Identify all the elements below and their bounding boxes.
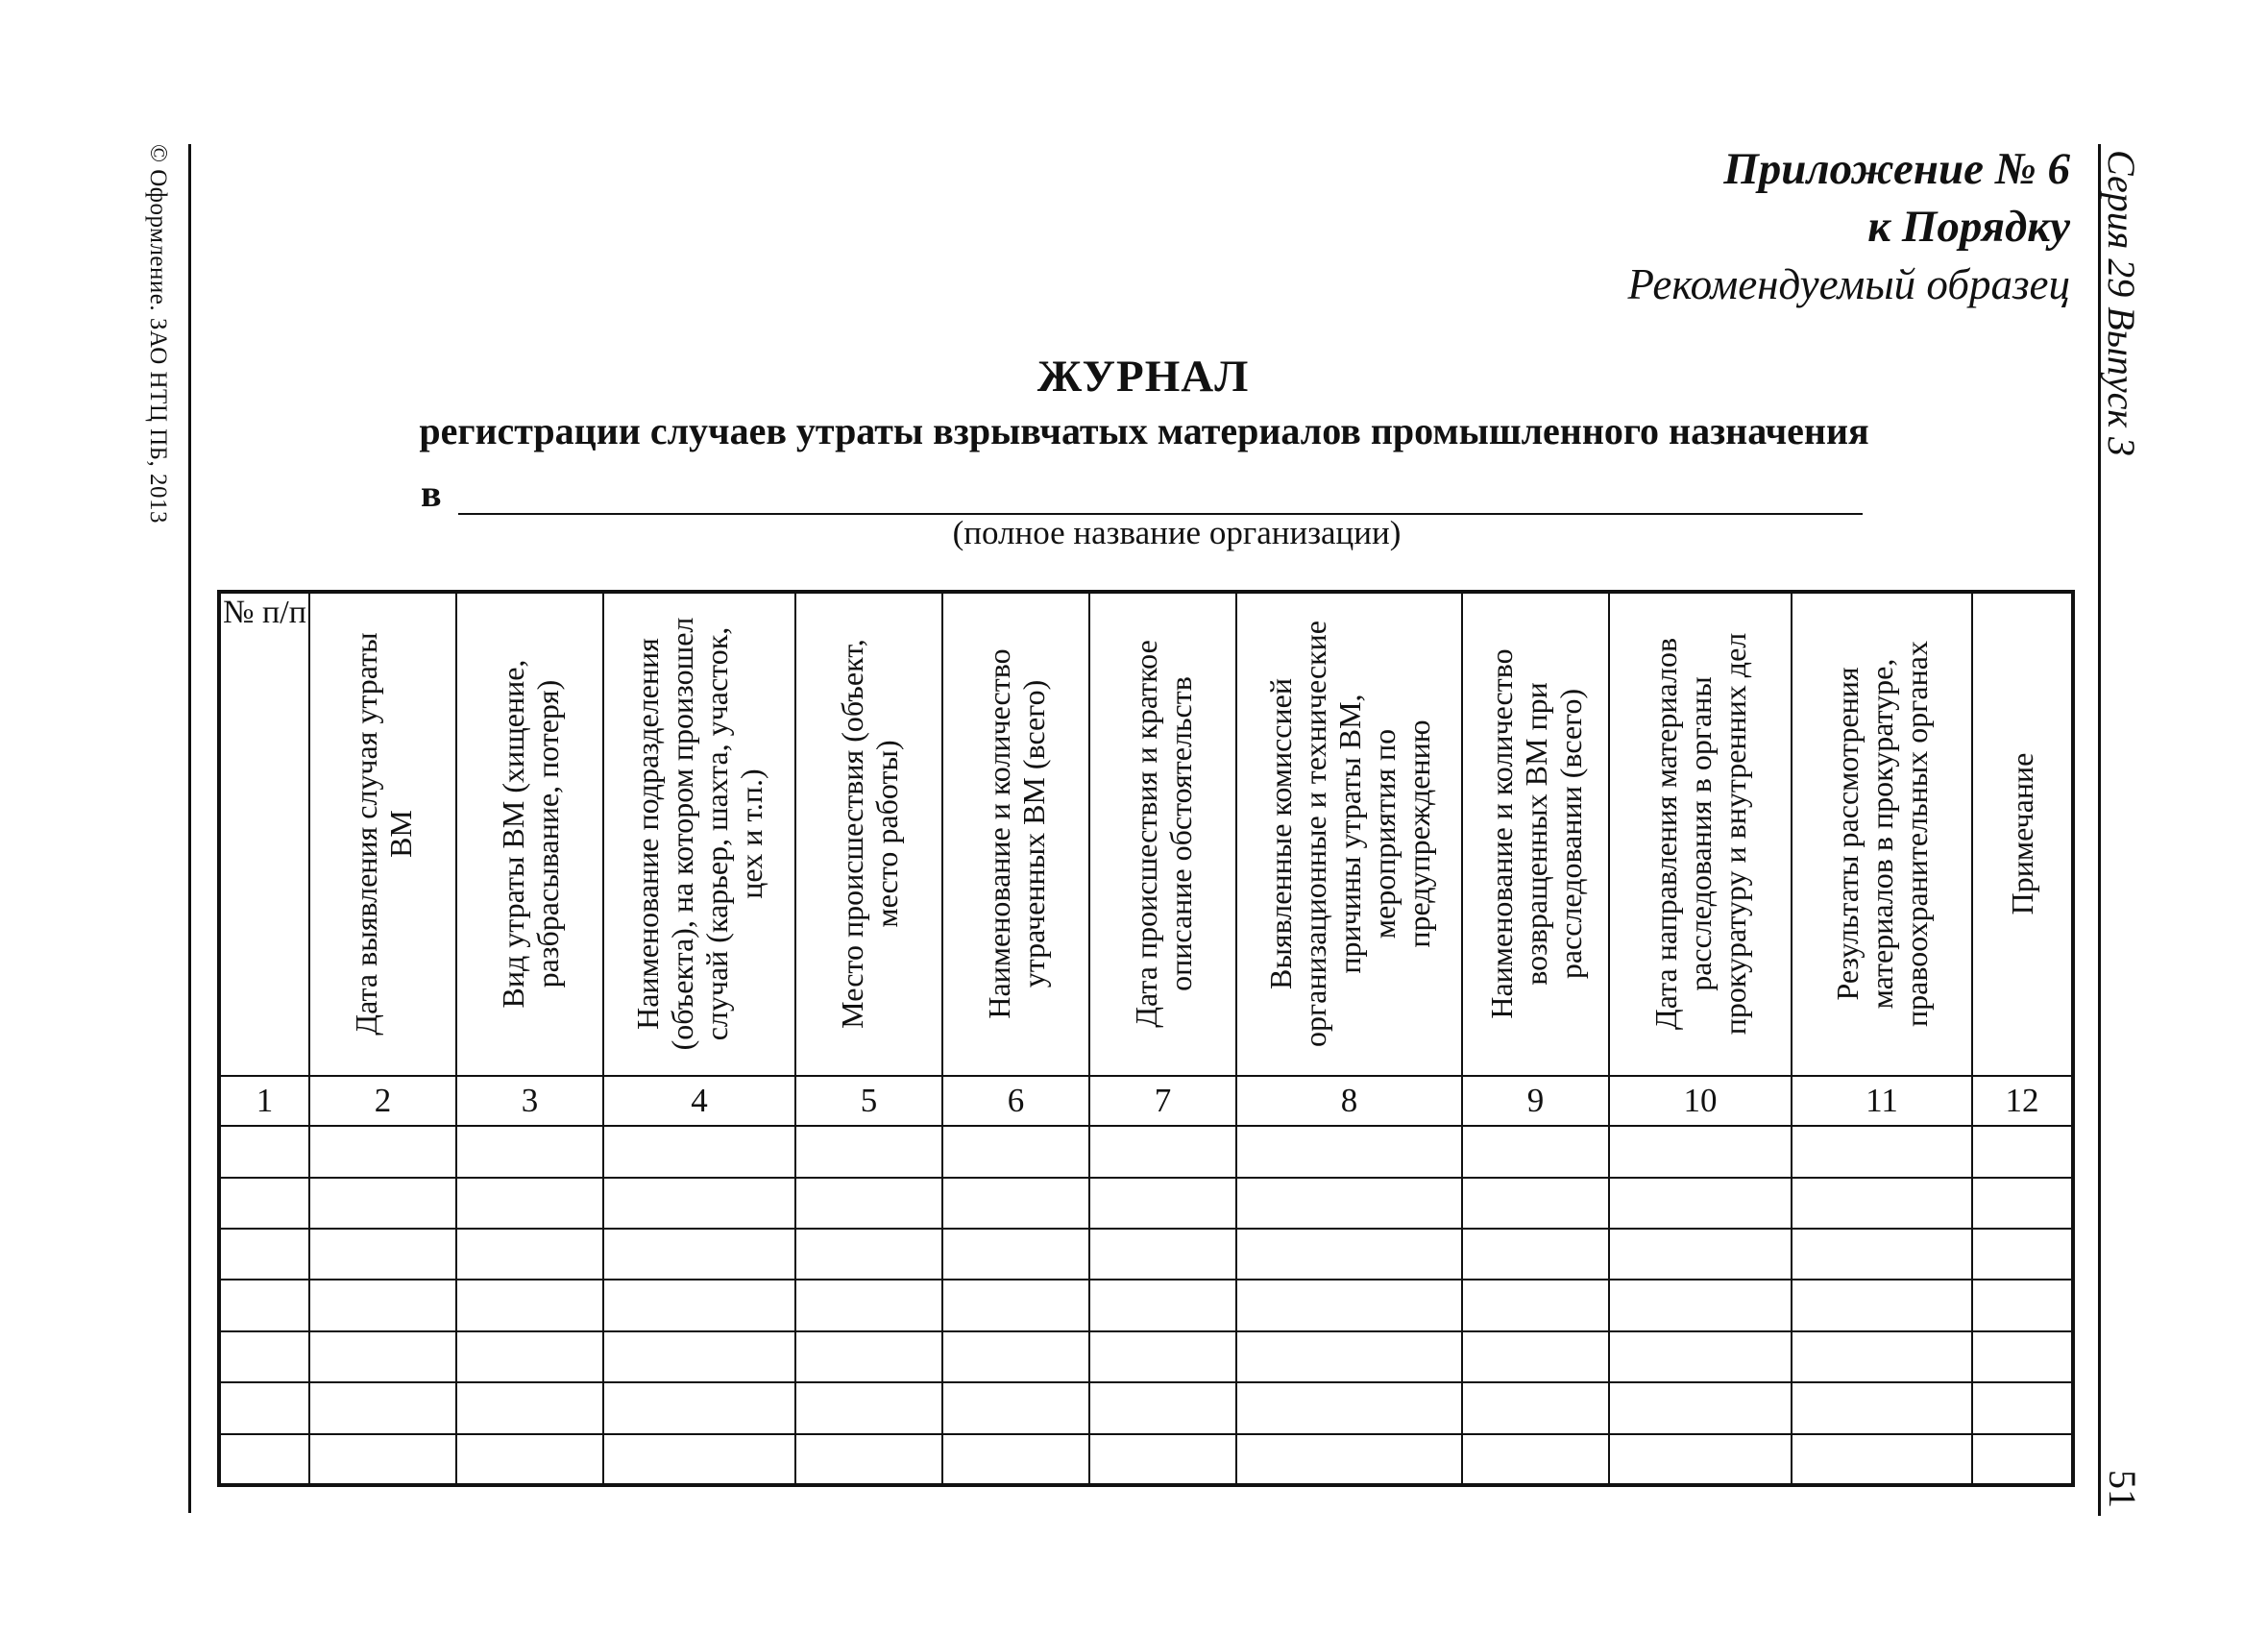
header-label: Результаты рассмотрения материалов в прокуратуре, правоохранительных органах (1830, 641, 1934, 1028)
table-cell (795, 1126, 942, 1177)
table-cell (1792, 1126, 1972, 1177)
table-row (219, 1331, 2073, 1382)
column-number: 6 (942, 1076, 1089, 1126)
table-cell (1236, 1126, 1462, 1177)
table-header-row (219, 592, 2073, 1076)
table-cell (942, 1331, 1089, 1382)
table-cell (1462, 1382, 1609, 1433)
header-cell: № п/п (219, 592, 309, 1076)
table-cell (1089, 1382, 1236, 1433)
table-cell (219, 1178, 309, 1229)
org-prefix: в (421, 472, 442, 515)
table-cell (309, 1382, 456, 1433)
table-cell (1236, 1331, 1462, 1382)
column-number: 3 (456, 1076, 603, 1126)
table-cell (456, 1280, 603, 1330)
table-cell (1462, 1126, 1609, 1177)
header-label: Вид утраты ВМ (хищение, разбрасывание, потеря) (495, 659, 565, 1009)
table-cell (1462, 1434, 1609, 1485)
column-number: 9 (1462, 1076, 1609, 1126)
header-cell (309, 592, 456, 1076)
table-cell (1236, 1229, 1462, 1280)
column-number: 1 (219, 1076, 309, 1126)
table-cell (1089, 1280, 1236, 1330)
table-cell (603, 1229, 795, 1280)
table-cell (1609, 1331, 1792, 1382)
table-cell (309, 1331, 456, 1382)
copyright-notice: © Оформление. ЗАО НТЦ ПБ, 2013 (145, 144, 171, 524)
table-cell (1089, 1178, 1236, 1229)
table-cell (1972, 1280, 2073, 1330)
column-number: 10 (1609, 1076, 1792, 1126)
table-cell (795, 1280, 942, 1330)
header-cell (1236, 592, 1462, 1076)
table-cell (942, 1434, 1089, 1485)
table-cell (603, 1434, 795, 1485)
header-label: Дата направления материалов расследования в органы прокуратуру и внутренних дел (1648, 633, 1752, 1036)
header-label: Место происшествия (объект, место работы) (834, 639, 904, 1030)
header-cell (942, 592, 1089, 1076)
table-cell (603, 1178, 795, 1229)
table-cell (219, 1126, 309, 1177)
table-cell (1972, 1126, 2073, 1177)
table-cell (1972, 1229, 2073, 1280)
table-cell (1462, 1178, 1609, 1229)
table-cell (219, 1434, 309, 1485)
table-cell (942, 1178, 1089, 1229)
table-cell (309, 1229, 456, 1280)
table-cell (456, 1382, 603, 1433)
appendix-number: Приложение № 6 (1723, 144, 2070, 194)
document-subtitle: регистрации случаев утраты взрывчатых материалов промышленного назначения (419, 409, 1869, 452)
table-cell (1972, 1331, 2073, 1382)
table-cell (795, 1178, 942, 1229)
table-cell (1609, 1126, 1792, 1177)
table-cell (456, 1178, 603, 1229)
table-cell (1792, 1331, 1972, 1382)
table-cell (1609, 1229, 1792, 1280)
header-label: Примечание (2005, 753, 2039, 915)
table-cell (795, 1229, 942, 1280)
table-cell (1792, 1434, 1972, 1485)
table-cell (942, 1280, 1089, 1330)
appendix-sample-note: Рекомендуемый образец (1627, 260, 2070, 308)
header-cell (795, 592, 942, 1076)
document-title: ЖУРНАЛ (1036, 352, 1250, 402)
header-label: Дата выявления случая утраты ВМ (348, 632, 418, 1036)
header-label: Дата происшествия и краткое описание обстоятельств (1128, 640, 1198, 1029)
header-cell (603, 592, 795, 1076)
column-number: 8 (1236, 1076, 1462, 1126)
table-cell (1972, 1434, 2073, 1485)
column-number-row (219, 1076, 2073, 1126)
column-number: 12 (1972, 1076, 2073, 1126)
table-cell (309, 1178, 456, 1229)
table-cell (795, 1382, 942, 1433)
table-row (219, 1382, 2073, 1433)
header-label: Выявленные комиссией организационные и технические причины утраты ВМ, мероприятия по предупреждению (1262, 621, 1436, 1048)
org-name-hint: (полное название организации) (952, 514, 1402, 551)
table-cell (1236, 1178, 1462, 1229)
table-cell (219, 1331, 309, 1382)
table-cell (456, 1229, 603, 1280)
table-cell (795, 1434, 942, 1485)
table-cell (1089, 1229, 1236, 1280)
table-cell (1972, 1178, 2073, 1229)
column-number: 4 (603, 1076, 795, 1126)
table-cell (309, 1280, 456, 1330)
table-cell (456, 1331, 603, 1382)
header-cell (1609, 592, 1792, 1076)
table-cell (1089, 1331, 1236, 1382)
header-cell (1792, 592, 1972, 1076)
table-cell (603, 1126, 795, 1177)
table-row (219, 1434, 2073, 1485)
column-number: 2 (309, 1076, 456, 1126)
table-cell (456, 1126, 603, 1177)
table-cell (309, 1126, 456, 1177)
table-cell (1792, 1280, 1972, 1330)
table-row (219, 1178, 2073, 1229)
header-cell (1972, 592, 2073, 1076)
table-cell (1236, 1280, 1462, 1330)
table-cell (795, 1331, 942, 1382)
table-cell (1792, 1382, 1972, 1433)
table-cell (219, 1229, 309, 1280)
table-cell (1792, 1229, 1972, 1280)
left-margin-rule (188, 144, 191, 1513)
table-cell (603, 1382, 795, 1433)
header-cell (1462, 592, 1609, 1076)
table-cell (219, 1382, 309, 1433)
column-number: 7 (1089, 1076, 1236, 1126)
table-cell (1236, 1434, 1462, 1485)
table-cell (603, 1331, 795, 1382)
table-cell (1609, 1382, 1792, 1433)
table-cell (1462, 1280, 1609, 1330)
journal-table (217, 590, 2075, 1487)
header-cell (456, 592, 603, 1076)
appendix-reference: к Порядку (1867, 202, 2070, 252)
table-cell (1609, 1178, 1792, 1229)
table-cell (1236, 1382, 1462, 1433)
table-cell (942, 1382, 1089, 1433)
table-cell (1609, 1280, 1792, 1330)
table-cell (219, 1280, 309, 1330)
header-label: Наименование и количество возвращенных ВМ при расследовании (всего) (1483, 648, 1588, 1019)
table-cell (1462, 1229, 1609, 1280)
table-cell (603, 1280, 795, 1330)
appendix-header (1628, 140, 2070, 313)
table-row (219, 1280, 2073, 1330)
header-label: Наименование подразделения (объекта), на котором произошел случай (карьер, шахта, участок, цех и т.п.) (630, 617, 768, 1051)
table-cell (1792, 1178, 1972, 1229)
column-number: 5 (795, 1076, 942, 1126)
table-cell (1089, 1434, 1236, 1485)
table-cell (1089, 1126, 1236, 1177)
table-cell (942, 1126, 1089, 1177)
table-cell (942, 1229, 1089, 1280)
table-cell (1609, 1434, 1792, 1485)
table-cell (1462, 1331, 1609, 1382)
table-cell (456, 1434, 603, 1485)
page-number: 51 (2101, 1470, 2144, 1508)
table-cell (1972, 1382, 2073, 1433)
header-label: Наименование и количество утраченных ВМ (всего) (981, 648, 1051, 1019)
series-label: Серия 29 Выпуск 3 (2100, 150, 2143, 457)
table-row (219, 1229, 2073, 1280)
table-cell (309, 1434, 456, 1485)
header-cell (1089, 592, 1236, 1076)
column-number: 11 (1792, 1076, 1972, 1126)
table-row (219, 1126, 2073, 1177)
